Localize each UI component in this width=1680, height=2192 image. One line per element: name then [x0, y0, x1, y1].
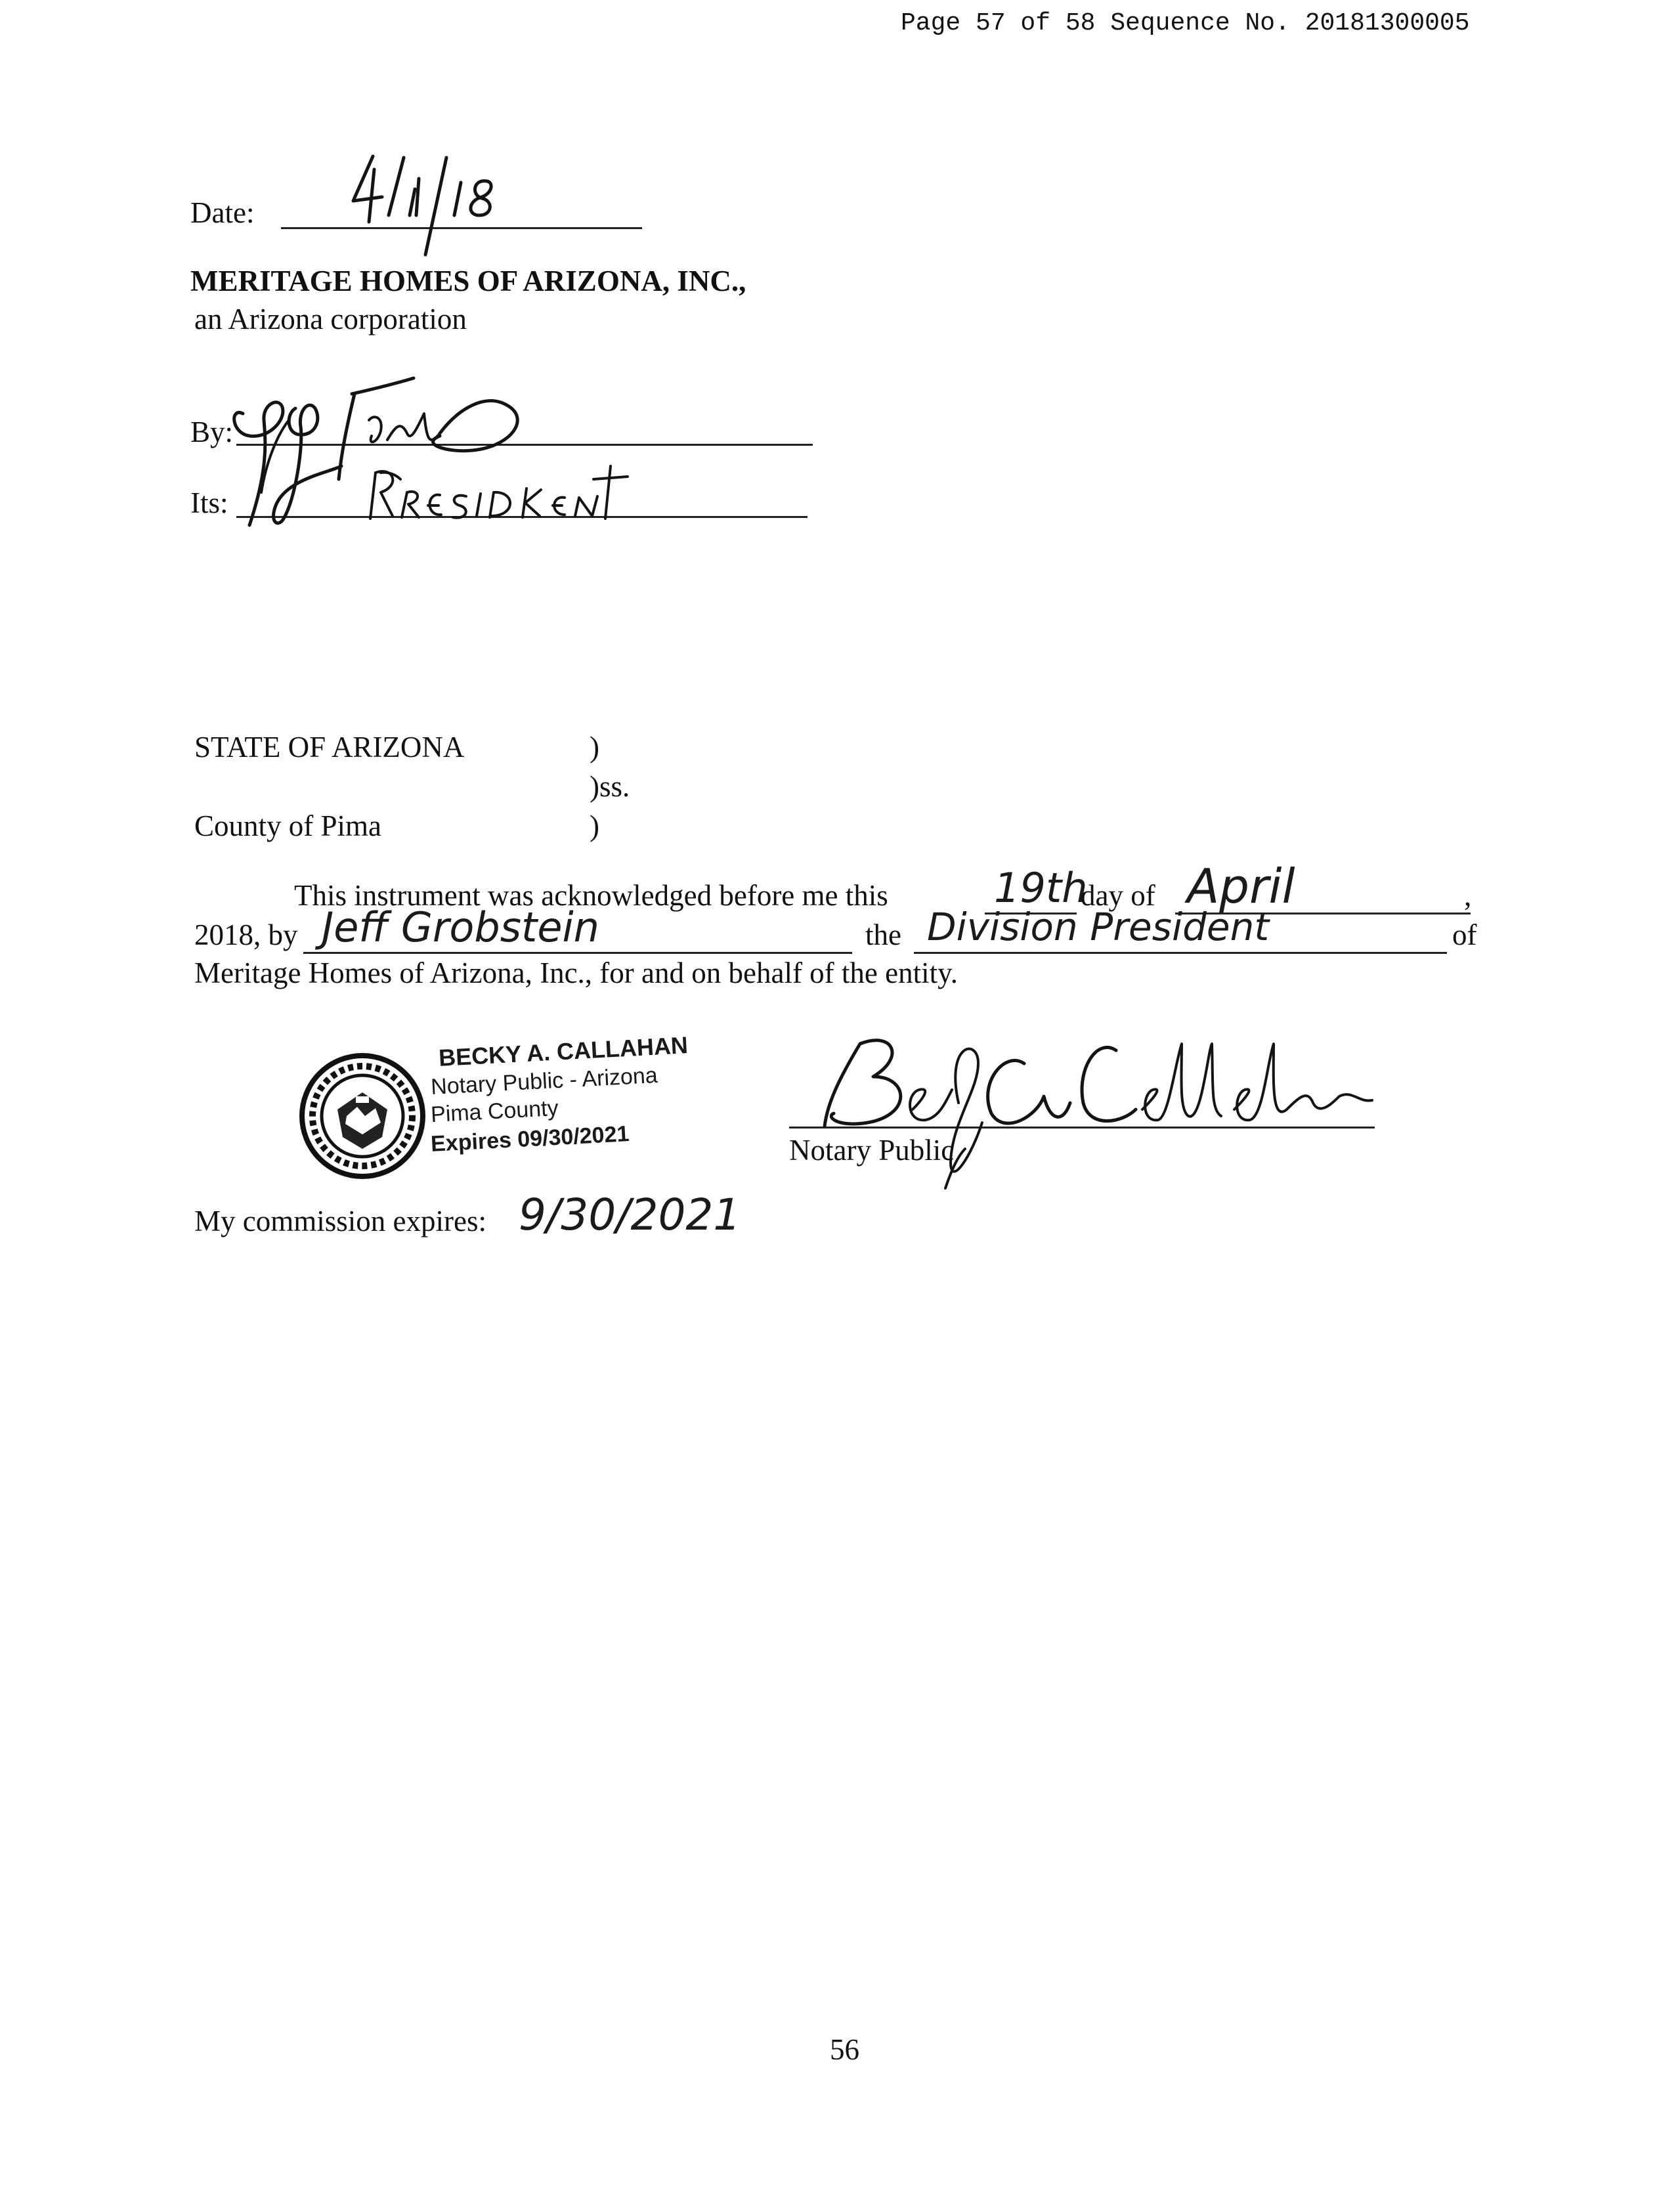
stamp-county-line: Pima County	[430, 1095, 559, 1128]
title-underline	[914, 952, 1447, 954]
page-number: 56	[830, 2033, 859, 2066]
title-value: Division President	[927, 905, 1270, 949]
day-value: 19th	[994, 864, 1088, 912]
company-description: an Arizona corporation	[194, 303, 467, 335]
ack-line2-of: of	[1452, 918, 1477, 951]
venue-ss: )ss.	[590, 770, 630, 803]
stamp-expires-line: Expires 09/30/2021	[430, 1121, 630, 1157]
venue-paren-2: )	[590, 809, 599, 842]
venue-paren-1: )	[590, 731, 599, 763]
ack-line1-dayof: day of	[1081, 879, 1155, 912]
ack-line1-comma: ,	[1464, 879, 1472, 912]
ack-line2-text: 2018, by	[194, 918, 298, 951]
stamp-name: BECKY A. CALLAHAN	[438, 1031, 689, 1071]
ack-line3-text: Meritage Homes of Arizona, Inc., for and on behalf of the entity.	[194, 956, 958, 989]
venue-county: County of Pima	[194, 809, 382, 842]
name-underline	[303, 952, 852, 954]
name-value: Jeff Grobstein	[322, 903, 599, 951]
ack-line1-text: This instrument was acknowledged before me this	[294, 879, 888, 912]
month-value: April	[1187, 859, 1295, 914]
stamp-notary-line: Notary Public - Arizona	[430, 1062, 658, 1100]
arizona-seal-icon	[297, 1050, 428, 1182]
venue-state: STATE OF ARIZONA	[194, 731, 465, 763]
notary-signature	[814, 1024, 1379, 1208]
its-label: Its:	[190, 486, 228, 519]
ack-line2-the: the	[865, 918, 901, 951]
handwritten-date	[341, 150, 538, 261]
page-header: Page 57 of 58 Sequence No. 20181300005	[901, 9, 1470, 37]
commission-value: 9/30/2021	[519, 1190, 741, 1240]
its-handwriting	[368, 460, 643, 532]
notary-public-label: Notary Public	[789, 1134, 955, 1167]
commission-label: My commission expires:	[194, 1205, 486, 1237]
by-label: By:	[190, 416, 234, 448]
date-label: Date:	[190, 196, 255, 229]
company-name: MERITAGE HOMES OF ARIZONA, INC.,	[190, 265, 746, 297]
